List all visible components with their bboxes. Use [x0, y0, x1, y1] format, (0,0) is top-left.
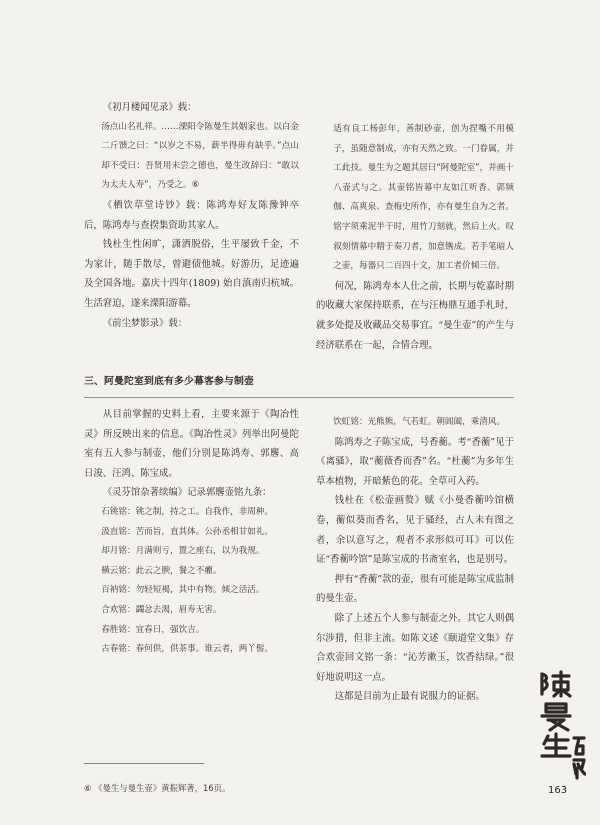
inscription-line: 却月铭：月满则亏，置之座右，以为我规。	[101, 546, 265, 557]
inscription-line: 汲直铭：苦而旨，直其体。公孙丞相甘如礼。	[101, 526, 274, 537]
quote-block: 适有良工杨彭年，善制砂壶，创为捏嘴不用模子，虽随意制成，亦有天然之致。一门眷属，并工此技。曼生为之题其居曰“阿曼陀室”，并画十八壶式与之。其壶铭皆幕中友如江听香、郭频伽、高爽泉、查梅史所作，亦有曼生自为之者。铭字须乘泥半干时，用竹刀刻就，然后上火。叹叙刻情幕中精于奏刀者，加意镌成。若手笔暗人之壶，每器只二百四十文，加工者价倾三倍。	[333, 124, 514, 272]
paragraph: 《灵芬馆杂著续编》记录郭麐壶铭九条：	[102, 487, 272, 499]
column-top-right	[316, 120, 514, 355]
column-bottom-left	[84, 405, 299, 660]
inscription-line: 横云铭：此云之腴，餐之不癯。	[101, 565, 222, 576]
paragraph: 除了上述五个人参与制壶之外。其它人则偶尔涉猎，但非主流。如陈文述《颐道堂文集》存合欢壶回文铭一条：“沁芳漱玉，饮香结绿。”很好地说明这一点。	[316, 612, 514, 683]
paragraph: 从目前掌握的史料上看，主要来源于《陶冶性灵》所反映出来的信息。《陶冶性灵》列举出阿曼陀室有五人参与制壶，他们分别是陈鸿寿、郭麐、高日浚、汪鸿、陈宝成。	[84, 409, 299, 479]
page-number: 163	[548, 785, 568, 796]
paragraph: 钱杜在《松壶画赘》赋《小曼香蘅吟馆横卷，蘅似葵而香名，见于骚经，古人未有图之者，余以意写之，观者不求形似可耳》可以佐证“香蘅吟馆”是陈宝成的书斋室名，也是别号。	[316, 495, 514, 566]
inscription-line: 饮虹铭：光熊熊，气若虹。朝阊阖，乘清风。	[333, 417, 506, 427]
paragraph: 陈鸿寿之子陈宝成，号香蘅。考“香蘅”见于《离骚》，取“蘅薇香而香”名。“杜蘅”为多年生草本植物，开暗紫色的花。全草可入药。	[316, 436, 514, 487]
footnote-divider	[84, 763, 204, 764]
paragraph: 《栖饮草堂诗钞》载：陈鸿寿好友陈豫钟卒后，陈鸿寿与查揆集资助其家人。	[84, 199, 299, 231]
footnote: ⑥ 《曼生与曼生壶》黄振辉著，16页。	[84, 783, 231, 793]
column-bottom-right	[316, 413, 514, 707]
paragraph: 何况，陈鸿寿本人仕之前，长期与乾嘉时期的收藏大家保持联系，在与汪梅鼎互通手札时，就多处提及收藏品交易事宜。“曼生壶”的产生与经济联系在一起，合情合理。	[316, 280, 514, 351]
column-top-left	[84, 98, 299, 333]
paragraph: 《前尘梦影录》载：	[102, 317, 188, 329]
inscription-line: 石铫铭：铫之制，持之工。自我作，非周种。	[101, 506, 274, 517]
quote-block: 汤点山名礼祥。……溧阳令陈曼生其姻家也。以白金二斤馈之曰：“以岁之不易，薪半得毋有缺乎。”点山却不受曰：吾贤用未尝之德也，曼生改辞曰：“敢以为太夫人寿”，乃受之。⑥	[101, 121, 299, 191]
inscription-line: 合欢铭：蠲忿去渴，眉寿无害。	[101, 604, 222, 615]
section-divider	[84, 397, 514, 398]
calligraphy-brand-mark	[536, 668, 586, 788]
paragraph: 钱杜生性闲旷，潇洒脱俗，生平屡致千金，不为家计，随手散尽，曾避债他城。好游历，足迹遍及全国各地。嘉庆十四年(1809) 始自滇南归杭城。生活窘迫，遂来溧阳游幕。	[84, 239, 299, 309]
inscription-line: 古春铭：春何供，供茶事。谁云者，两丫髻。	[101, 644, 274, 655]
inscription-line: 百衲铭：勿轻短褐，其中有物。倾之活活。	[101, 585, 265, 596]
paragraph: 押有“香蘅”款的壶，很有可能是陈宝成监制的曼生壶。	[316, 573, 514, 605]
section-heading: 三、阿曼陀室到底有多少幕客参与制壶	[84, 376, 254, 387]
paragraph: 《初月楼闻见录》载：	[102, 102, 197, 113]
inscription-line: 春胜铭：宜春日，强饮吉。	[101, 624, 205, 635]
paragraph: 这都是目前为止最有说服力的证据。	[334, 691, 485, 703]
